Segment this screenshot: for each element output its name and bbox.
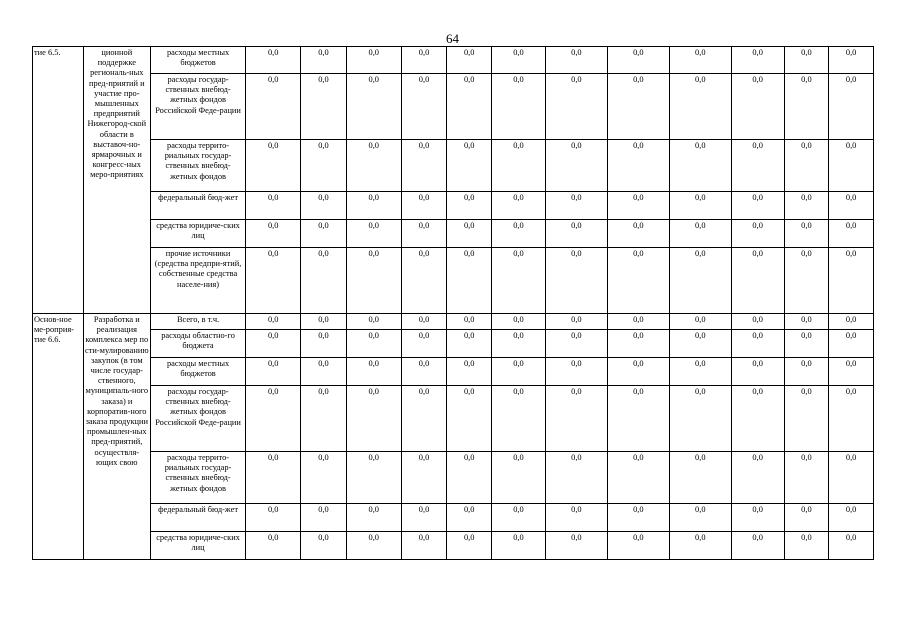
value-cell: 0,0 xyxy=(301,386,347,452)
value-cell: 0,0 xyxy=(246,330,301,358)
value-cell: 0,0 xyxy=(401,504,447,532)
value-cell: 0,0 xyxy=(492,452,546,504)
value-cell: 0,0 xyxy=(607,47,669,74)
value-cell: 0,0 xyxy=(492,74,546,140)
value-cell: 0,0 xyxy=(447,452,492,504)
value-cell: 0,0 xyxy=(731,452,784,504)
table-body xyxy=(33,47,874,560)
value-cell: 0,0 xyxy=(301,74,347,140)
value-cell: 0,0 xyxy=(246,452,301,504)
table-row xyxy=(33,47,874,74)
value-cell: 0,0 xyxy=(246,504,301,532)
value-cell: 0,0 xyxy=(607,504,669,532)
value-cell: 0,0 xyxy=(246,47,301,74)
value-cell: 0,0 xyxy=(346,504,401,532)
value-cell: 0,0 xyxy=(492,532,546,560)
value-cell: 0,0 xyxy=(784,192,829,220)
value-cell: 0,0 xyxy=(669,314,731,330)
value-cell: 0,0 xyxy=(246,386,301,452)
value-cell: 0,0 xyxy=(607,452,669,504)
value-cell: 0,0 xyxy=(492,248,546,314)
table-row xyxy=(33,452,874,504)
value-cell: 0,0 xyxy=(669,358,731,386)
measure-name-cell: ционной поддержке региональ-ных пред-приятий и участие про-мышленных предприятий Нижегород-ской области в выставоч-но-ярмарочных и конгресс-ных меро-приятиях xyxy=(83,47,150,314)
value-cell: 0,0 xyxy=(401,386,447,452)
value-cell: 0,0 xyxy=(784,314,829,330)
funding-source-cell: расходы местных бюджетов xyxy=(150,358,245,386)
value-cell: 0,0 xyxy=(829,47,874,74)
value-cell: 0,0 xyxy=(669,248,731,314)
table-row xyxy=(33,504,874,532)
value-cell: 0,0 xyxy=(346,386,401,452)
value-cell: 0,0 xyxy=(829,358,874,386)
table-row xyxy=(33,314,874,330)
value-cell: 0,0 xyxy=(731,330,784,358)
table-row xyxy=(33,74,874,140)
value-cell: 0,0 xyxy=(447,74,492,140)
table-row xyxy=(33,532,874,560)
value-cell: 0,0 xyxy=(669,532,731,560)
value-cell: 0,0 xyxy=(545,386,607,452)
value-cell: 0,0 xyxy=(607,74,669,140)
value-cell: 0,0 xyxy=(545,220,607,248)
value-cell: 0,0 xyxy=(346,314,401,330)
table-row xyxy=(33,192,874,220)
value-cell: 0,0 xyxy=(346,47,401,74)
value-cell: 0,0 xyxy=(829,532,874,560)
value-cell: 0,0 xyxy=(346,74,401,140)
value-cell: 0,0 xyxy=(492,47,546,74)
value-cell: 0,0 xyxy=(301,192,347,220)
value-cell: 0,0 xyxy=(346,532,401,560)
value-cell: 0,0 xyxy=(246,358,301,386)
value-cell: 0,0 xyxy=(669,220,731,248)
value-cell: 0,0 xyxy=(301,452,347,504)
funding-source-cell: расходы террито-риальных государ-ственных внебюд-жетных фондов xyxy=(150,452,245,504)
value-cell: 0,0 xyxy=(784,220,829,248)
value-cell: 0,0 xyxy=(731,532,784,560)
value-cell: 0,0 xyxy=(447,314,492,330)
value-cell: 0,0 xyxy=(607,192,669,220)
funding-source-cell: расходы государ-ственных внебюд-жетных фондов Российской Феде-рации xyxy=(150,386,245,452)
table-row xyxy=(33,248,874,314)
value-cell: 0,0 xyxy=(607,140,669,192)
value-cell: 0,0 xyxy=(829,504,874,532)
value-cell: 0,0 xyxy=(731,248,784,314)
value-cell: 0,0 xyxy=(246,532,301,560)
value-cell: 0,0 xyxy=(301,504,347,532)
value-cell: 0,0 xyxy=(545,74,607,140)
value-cell: 0,0 xyxy=(545,452,607,504)
value-cell: 0,0 xyxy=(784,47,829,74)
value-cell: 0,0 xyxy=(731,220,784,248)
value-cell: 0,0 xyxy=(447,504,492,532)
funding-source-cell: расходы государ-ственных внебюд-жетных фондов Российской Феде-рации xyxy=(150,74,245,140)
value-cell: 0,0 xyxy=(731,74,784,140)
value-cell: 0,0 xyxy=(669,47,731,74)
value-cell: 0,0 xyxy=(784,248,829,314)
value-cell: 0,0 xyxy=(346,140,401,192)
page-number: 64 xyxy=(446,31,459,46)
value-cell: 0,0 xyxy=(492,504,546,532)
value-cell: 0,0 xyxy=(246,220,301,248)
value-cell: 0,0 xyxy=(829,220,874,248)
value-cell: 0,0 xyxy=(346,220,401,248)
value-cell: 0,0 xyxy=(829,314,874,330)
value-cell: 0,0 xyxy=(346,330,401,358)
funding-source-cell: федеральный бюд-жет xyxy=(150,192,245,220)
value-cell: 0,0 xyxy=(545,504,607,532)
measure-number-cell: Основ-ное ме-роприя-тие 6.6. xyxy=(33,314,84,560)
measure-name-cell: Разработка и реализация комплекса мер по сти-мулированию закупок (в том числе государ-ственного, муниципаль-ного заказа) и корпоратив-ного заказа продукции промышлен-ных пред-приятий, осуществля-ющих свою xyxy=(83,314,150,560)
funding-source-cell: средства юридиче-ских лиц xyxy=(150,220,245,248)
value-cell: 0,0 xyxy=(607,358,669,386)
value-cell: 0,0 xyxy=(401,248,447,314)
value-cell: 0,0 xyxy=(301,330,347,358)
value-cell: 0,0 xyxy=(492,140,546,192)
table-row xyxy=(33,358,874,386)
value-cell: 0,0 xyxy=(447,192,492,220)
value-cell: 0,0 xyxy=(545,330,607,358)
value-cell: 0,0 xyxy=(492,358,546,386)
value-cell: 0,0 xyxy=(784,452,829,504)
value-cell: 0,0 xyxy=(492,220,546,248)
value-cell: 0,0 xyxy=(731,504,784,532)
value-cell: 0,0 xyxy=(492,330,546,358)
value-cell: 0,0 xyxy=(492,192,546,220)
value-cell: 0,0 xyxy=(447,386,492,452)
value-cell: 0,0 xyxy=(669,452,731,504)
table-row xyxy=(33,386,874,452)
value-cell: 0,0 xyxy=(447,532,492,560)
value-cell: 0,0 xyxy=(401,192,447,220)
funding-source-cell: средства юридиче-ских лиц xyxy=(150,532,245,560)
value-cell: 0,0 xyxy=(731,386,784,452)
value-cell: 0,0 xyxy=(669,386,731,452)
value-cell: 0,0 xyxy=(447,220,492,248)
value-cell: 0,0 xyxy=(346,248,401,314)
value-cell: 0,0 xyxy=(301,532,347,560)
funding-source-cell: расходы областно-го бюджета xyxy=(150,330,245,358)
value-cell: 0,0 xyxy=(731,358,784,386)
value-cell: 0,0 xyxy=(784,504,829,532)
value-cell: 0,0 xyxy=(401,452,447,504)
value-cell: 0,0 xyxy=(607,314,669,330)
funding-source-cell: расходы местных бюджетов xyxy=(150,47,245,74)
value-cell: 0,0 xyxy=(401,358,447,386)
value-cell: 0,0 xyxy=(784,532,829,560)
value-cell: 0,0 xyxy=(346,192,401,220)
value-cell: 0,0 xyxy=(301,220,347,248)
value-cell: 0,0 xyxy=(669,504,731,532)
value-cell: 0,0 xyxy=(447,140,492,192)
value-cell: 0,0 xyxy=(492,314,546,330)
value-cell: 0,0 xyxy=(401,47,447,74)
value-cell: 0,0 xyxy=(492,386,546,452)
value-cell: 0,0 xyxy=(784,140,829,192)
value-cell: 0,0 xyxy=(829,452,874,504)
value-cell: 0,0 xyxy=(607,386,669,452)
value-cell: 0,0 xyxy=(447,358,492,386)
value-cell: 0,0 xyxy=(301,47,347,74)
value-cell: 0,0 xyxy=(545,140,607,192)
value-cell: 0,0 xyxy=(545,358,607,386)
value-cell: 0,0 xyxy=(545,532,607,560)
table-row xyxy=(33,220,874,248)
value-cell: 0,0 xyxy=(545,314,607,330)
measure-number-cell: тие 6.5. xyxy=(33,47,84,314)
value-cell: 0,0 xyxy=(607,248,669,314)
value-cell: 0,0 xyxy=(784,74,829,140)
value-cell: 0,0 xyxy=(669,330,731,358)
value-cell: 0,0 xyxy=(607,532,669,560)
value-cell: 0,0 xyxy=(829,330,874,358)
value-cell: 0,0 xyxy=(829,248,874,314)
value-cell: 0,0 xyxy=(346,358,401,386)
value-cell: 0,0 xyxy=(669,140,731,192)
value-cell: 0,0 xyxy=(401,532,447,560)
value-cell: 0,0 xyxy=(784,330,829,358)
value-cell: 0,0 xyxy=(346,452,401,504)
funding-source-cell: федеральный бюд-жет xyxy=(150,504,245,532)
value-cell: 0,0 xyxy=(246,140,301,192)
value-cell: 0,0 xyxy=(731,140,784,192)
value-cell: 0,0 xyxy=(246,192,301,220)
value-cell: 0,0 xyxy=(607,220,669,248)
funding-source-cell: Всего, в т.ч. xyxy=(150,314,245,330)
funding-source-cell: прочие источники (средства предпри-ятий, собственные средства населе-ния) xyxy=(150,248,245,314)
value-cell: 0,0 xyxy=(246,74,301,140)
value-cell: 0,0 xyxy=(829,140,874,192)
table-row xyxy=(33,330,874,358)
value-cell: 0,0 xyxy=(301,358,347,386)
value-cell: 0,0 xyxy=(784,386,829,452)
value-cell: 0,0 xyxy=(607,330,669,358)
value-cell: 0,0 xyxy=(545,248,607,314)
value-cell: 0,0 xyxy=(246,248,301,314)
value-cell: 0,0 xyxy=(545,47,607,74)
value-cell: 0,0 xyxy=(301,140,347,192)
value-cell: 0,0 xyxy=(301,314,347,330)
value-cell: 0,0 xyxy=(731,47,784,74)
funding-source-cell: расходы террито-риальных государ-ственных внебюд-жетных фондов xyxy=(150,140,245,192)
value-cell: 0,0 xyxy=(731,192,784,220)
value-cell: 0,0 xyxy=(246,314,301,330)
value-cell: 0,0 xyxy=(669,74,731,140)
value-cell: 0,0 xyxy=(401,140,447,192)
value-cell: 0,0 xyxy=(401,220,447,248)
value-cell: 0,0 xyxy=(401,330,447,358)
value-cell: 0,0 xyxy=(447,47,492,74)
value-cell: 0,0 xyxy=(829,74,874,140)
value-cell: 0,0 xyxy=(447,248,492,314)
value-cell: 0,0 xyxy=(401,74,447,140)
table-row xyxy=(33,140,874,192)
budget-table xyxy=(32,46,874,560)
value-cell: 0,0 xyxy=(829,192,874,220)
value-cell: 0,0 xyxy=(731,314,784,330)
value-cell: 0,0 xyxy=(545,192,607,220)
value-cell: 0,0 xyxy=(669,192,731,220)
value-cell: 0,0 xyxy=(301,248,347,314)
value-cell: 0,0 xyxy=(447,330,492,358)
value-cell: 0,0 xyxy=(401,314,447,330)
value-cell: 0,0 xyxy=(784,358,829,386)
value-cell: 0,0 xyxy=(829,386,874,452)
